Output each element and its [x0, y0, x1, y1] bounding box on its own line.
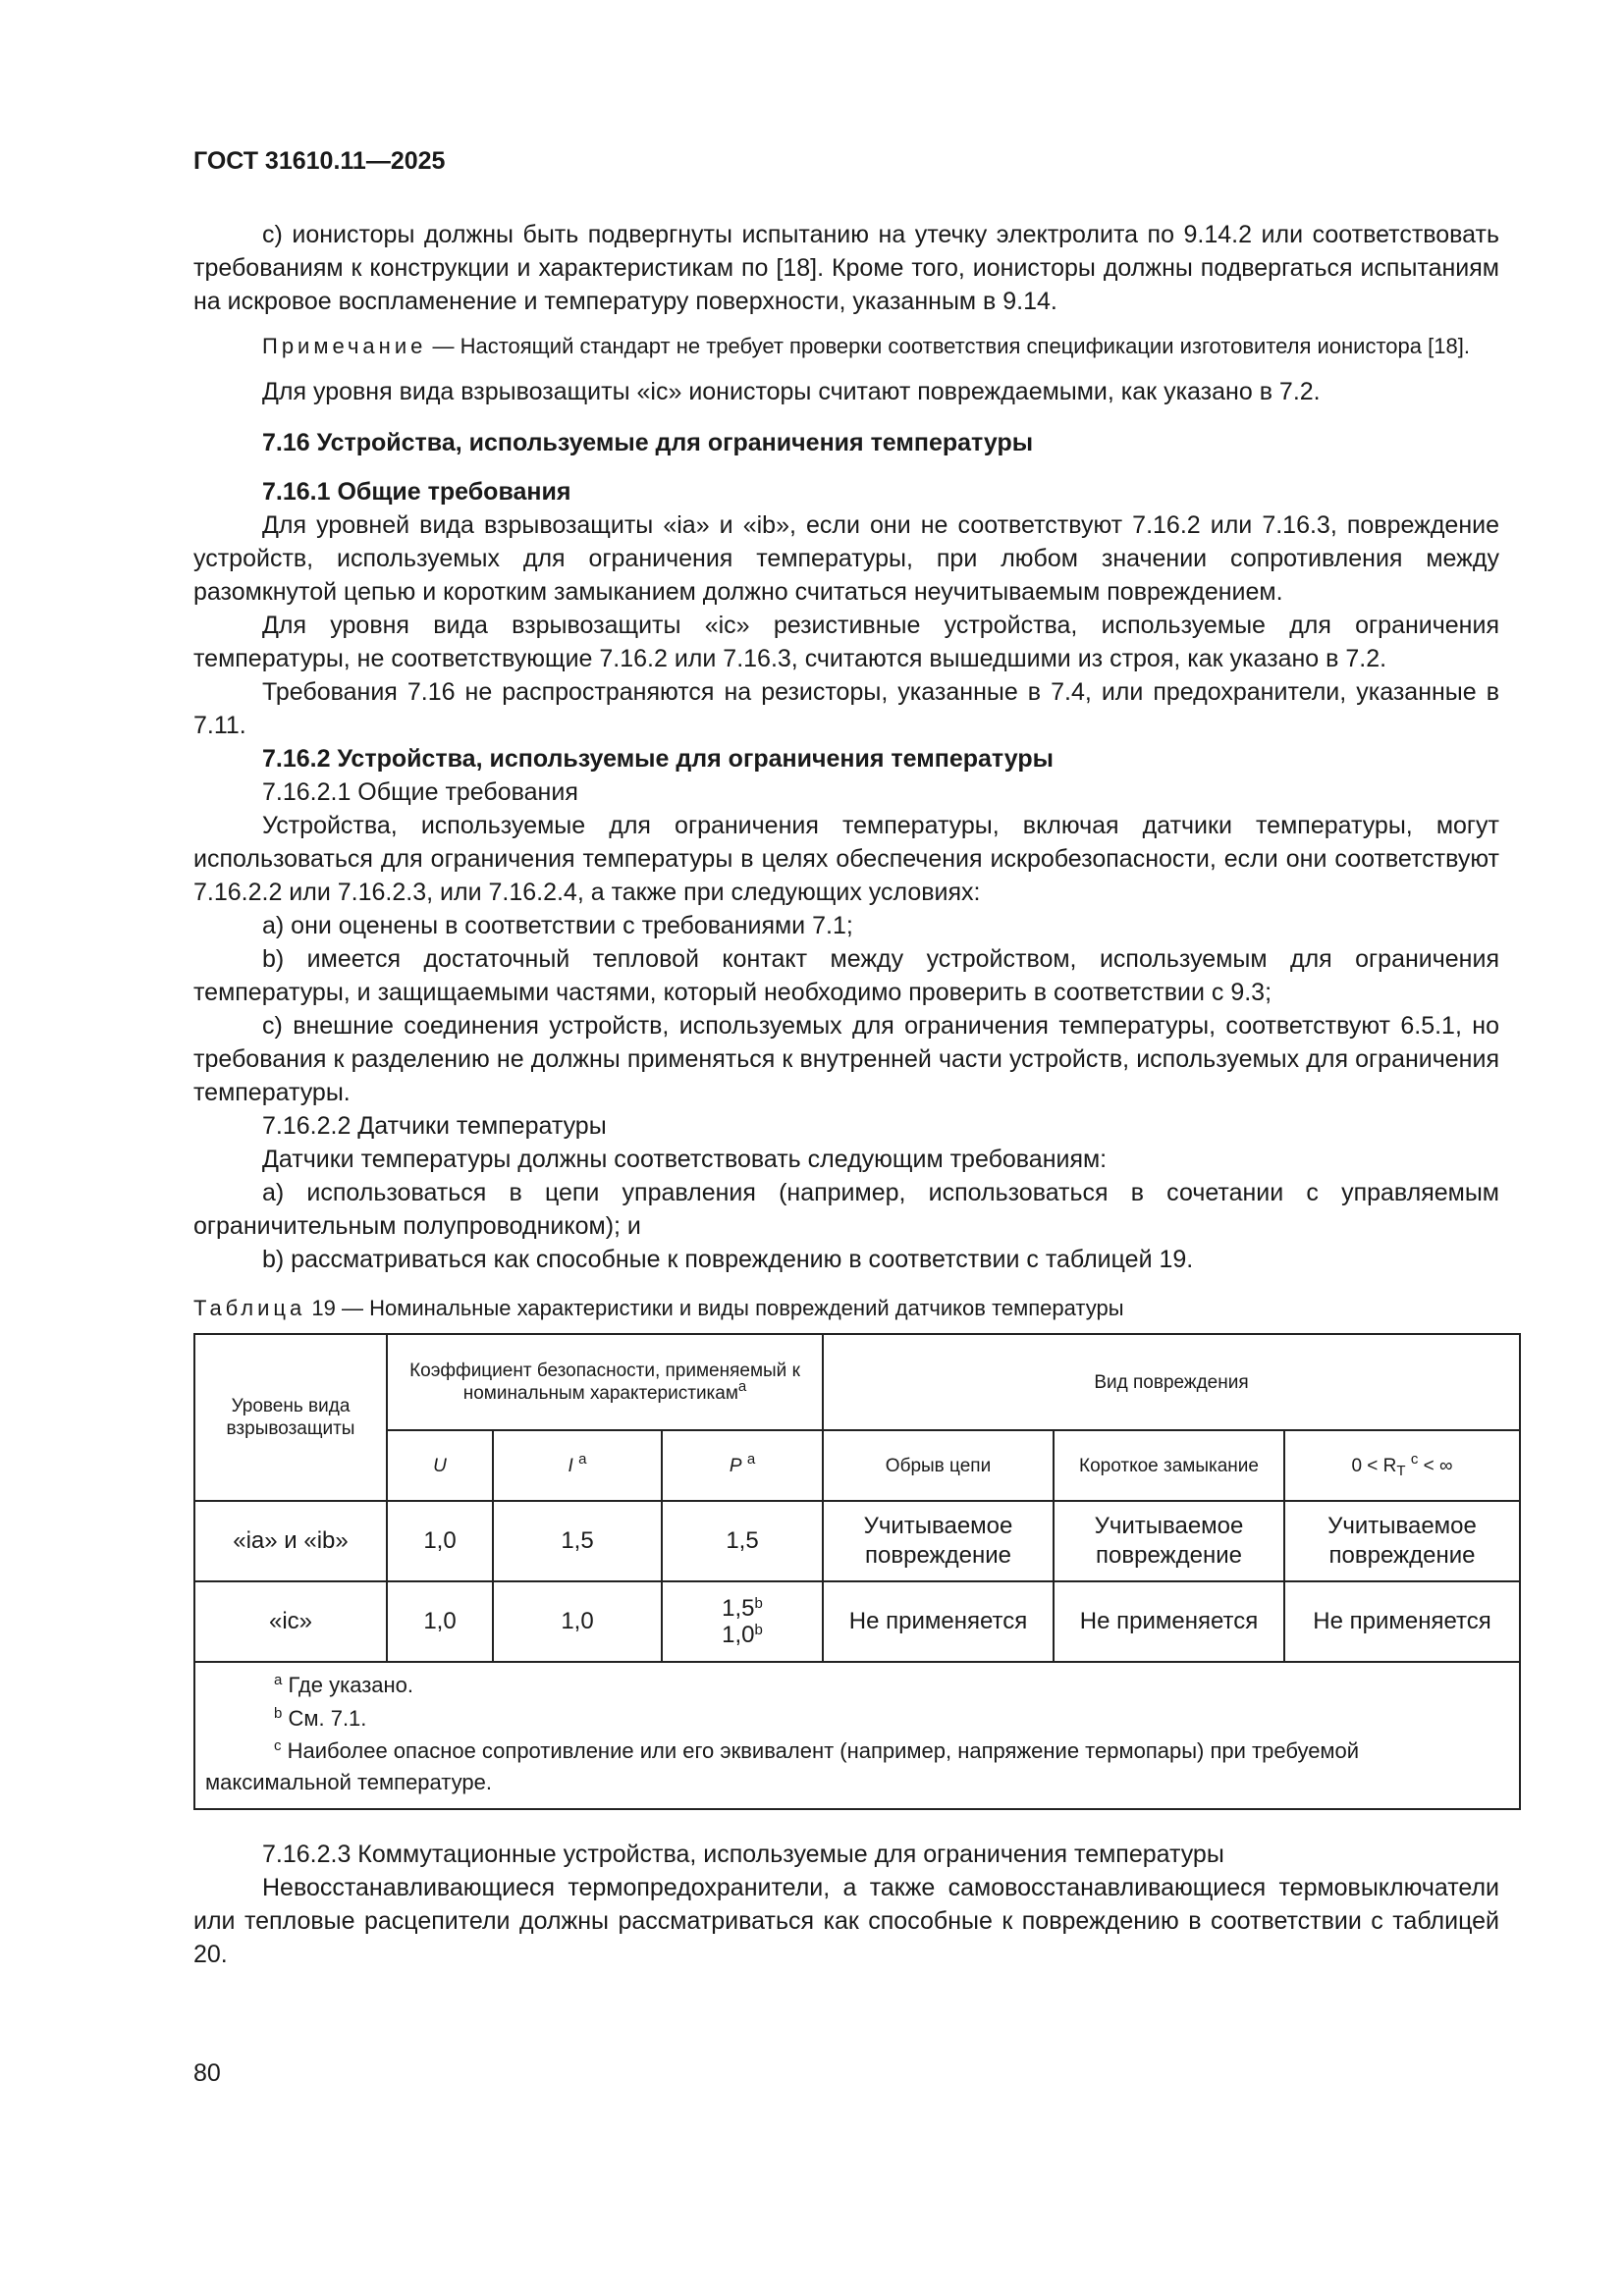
table-row [194, 1581, 1520, 1662]
header-resistance-range: $0 < R_T$ $^c$ < ∞ [1284, 1430, 1520, 1501]
section-heading-7-16: 7.16 Устройства, используемые для ограничения температуры [262, 429, 1034, 456]
table-caption [193, 1294, 1499, 1323]
footnote-b: $^b$ См. 7.1. [274, 1705, 367, 1731]
list2-item-a: a) использоваться в цепи управления (например, использоваться в сочетании с управляемым ограничительным полупроводником); и [193, 1179, 1499, 1240]
cell-range: Учитываемое повреждение [1284, 1501, 1520, 1581]
cell-short: Не применяется [1054, 1581, 1284, 1662]
section-heading-7-16-2-2: 7.16.2.2 Датчики температуры [262, 1112, 607, 1140]
table-caption-text: 19 — Номинальные характеристики и виды повреждений датчиков температуры [311, 1296, 1124, 1320]
table-notes [194, 1662, 1520, 1809]
cell-range: Не применяется [1284, 1581, 1520, 1662]
header-damage-type: Вид повреждения [823, 1334, 1520, 1430]
page-number: 80 [193, 2059, 221, 2087]
document-body [193, 218, 1499, 1971]
header-safety-factor: Коэффициент безопасности, применяемый к номинальным характеристикам$^a$ [387, 1334, 823, 1430]
list-item-a: a) они оценены в соответствии с требованиями 7.1; [262, 912, 853, 939]
paragraph-c: c) ионисторы должны быть подвергнуты испытанию на утечку электролита по 9.14.2 или соответствовать требованиям к конструкции и характеристикам по [18]. Кроме того, ионисторы должны подвергаться испытаниям на искровое воспламенение и температуру поверхности, указанным в 9.14. [193, 221, 1499, 315]
cell-i: 1,0 [493, 1581, 662, 1662]
section-heading-7-16-2: 7.16.2 Устройства, используемые для ограничения температуры [262, 745, 1054, 773]
paragraph-7-16-1-b: Для уровня вида взрывозащиты «ic» резистивные устройства, используемые для ограничения температуры, не соответствующие 7.16.2 или 7.16.3, считаются вышедшими из строя, как указано в 7.2. [193, 612, 1499, 672]
list-item-c: c) внешние соединения устройств, используемых для ограничения температуры, соответствуют 6.5.1, но требования к разделению не должны применяться к внутренней части устройств, используемых для ограничения температуры. [193, 1012, 1499, 1106]
cell-u: 1,0 [387, 1581, 493, 1662]
header-open-circuit: Обрыв цепи [823, 1430, 1054, 1501]
cell-short: Учитываемое повреждение [1054, 1501, 1284, 1581]
paragraph-7-16-2-2: Датчики температуры должны соответствовать следующим требованиям: [262, 1146, 1108, 1173]
list-item-b: b) имеется достаточный тепловой контакт между устройством, используемым для ограничения температуры, и защищаемыми частями, который необходимо проверить в соответствии с 9.3; [193, 945, 1499, 1006]
header-p: P $^a$ [662, 1430, 823, 1501]
table-caption-label: Таблица [193, 1296, 306, 1320]
paragraph-7-16-2-1: Устройства, используемые для ограничения температуры, включая датчики температуры, могут использоваться для ограничения температуры в целях обеспечения искробезопасности, если они соответствуют 7.16.2.2 или 7.16.2.3, или 7.16.2.4, а также при следующих условиях: [193, 812, 1499, 906]
footnote-a: $^a$ Где указано. [274, 1672, 414, 1697]
cell-i: 1,5 [493, 1501, 662, 1581]
header-i: I $^a$ [493, 1430, 662, 1501]
table-row [194, 1501, 1520, 1581]
cell-open: Учитываемое повреждение [823, 1501, 1054, 1581]
cell-p: 1,5 [662, 1501, 823, 1581]
cell-level: «ic» [194, 1581, 387, 1662]
cell-level: «ia» и «ib» [194, 1501, 387, 1581]
cell-open: Не применяется [823, 1581, 1054, 1662]
paragraph-7-16-1-c: Требования 7.16 не распространяются на резисторы, указанные в 7.4, или предохранители, указанные в 7.11. [193, 678, 1499, 739]
table-notes-row [194, 1662, 1520, 1809]
cell-u: 1,0 [387, 1501, 493, 1581]
note-label: Примечание [262, 334, 427, 358]
footnote-c: $^c$ Наиболее опасное сопротивление или его эквивалент (например, напряжение термопары) при требуемой максимальной температуре. [205, 1737, 1360, 1794]
section-heading-7-16-2-1: 7.16.2.1 Общие требования [262, 778, 578, 806]
section-heading-7-16-2-3: 7.16.2.3 Коммутационные устройства, используемые для ограничения температуры [262, 1841, 1224, 1868]
paragraph-7-16-1-a: Для уровней вида взрывозащиты «ia» и «ib», если они не соответствуют 7.16.2 или 7.16.3, повреждение устройств, используемых для ограничения температуры, при любом значении сопротивления между разомкнутой цепью и коротким замыканием должно считаться неучитываемым повреждением. [193, 511, 1499, 606]
note [193, 332, 1499, 361]
note-text: — Настоящий стандарт не требует проверки соответствия спецификации изготовителя ионистора [18]. [432, 334, 1470, 358]
paragraph-ic: Для уровня вида взрывозащиты «ic» ионисторы считают повреждаемыми, как указано в 7.2. [262, 378, 1321, 405]
paragraph-7-16-2-3: Невосстанавливающиеся термопредохранители, а также самовосстанавливающиеся термовыключатели или тепловые расцепители должны рассматриваться как способные к повреждению в соответствии с таблицей 20. [193, 1874, 1499, 1968]
list2-item-b: b) рассматриваться как способные к повреждению в соответствии с таблицей 19. [262, 1246, 1194, 1273]
table-19 [193, 1333, 1521, 1810]
section-heading-7-16-1: 7.16.1 Общие требования [262, 478, 571, 506]
header-short-circuit: Короткое замыкание [1054, 1430, 1284, 1501]
standard-header: ГОСТ 31610.11—2025 [193, 147, 446, 175]
cell-p: 1,5$^b$ 1,0$^b$ [662, 1581, 823, 1662]
header-level: Уровень вида взрывозащиты [194, 1334, 387, 1501]
header-u: U [387, 1430, 493, 1501]
